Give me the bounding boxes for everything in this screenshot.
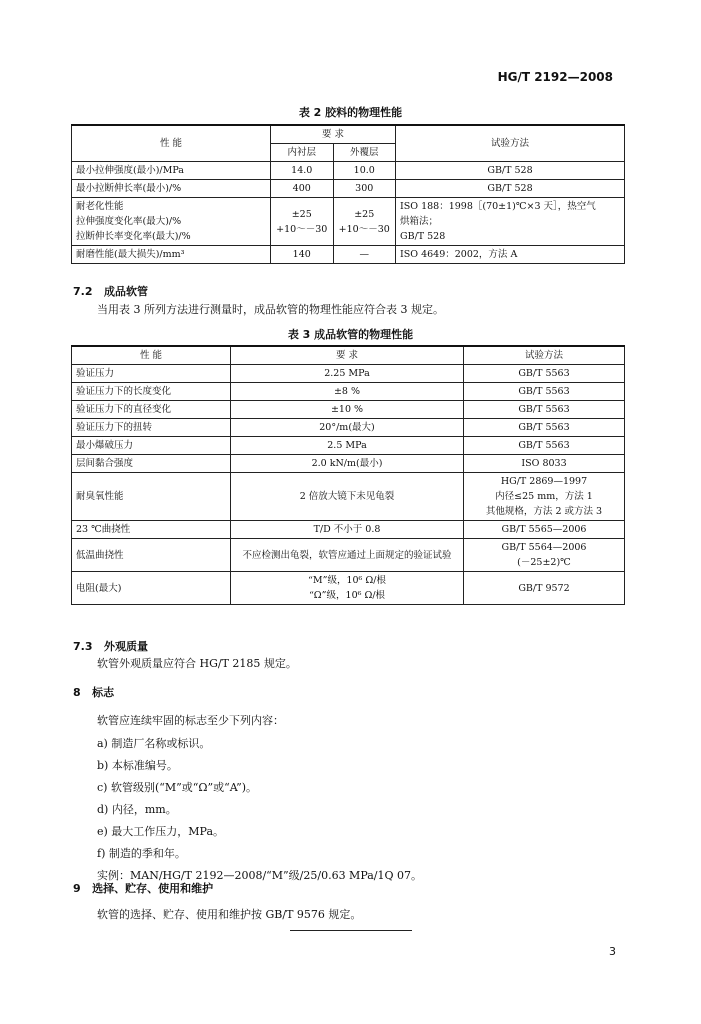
list-item: a) 制造厂名称或标识。 xyxy=(97,737,211,750)
aging-o2: +10～－30 xyxy=(338,223,390,235)
example-text: 实例：MAN/HG/T 2192—2008/“M”级/25/0.63 MPa/1Q 07。 xyxy=(97,869,423,882)
section-number: 7.2 xyxy=(73,285,93,298)
cell: 140 xyxy=(271,246,334,264)
t3-h-property: 性 能 xyxy=(72,346,231,365)
cell: 低温曲挠性 xyxy=(72,539,231,572)
cell: 2.5 MPa xyxy=(231,437,464,455)
section-number: 7.3 xyxy=(73,640,93,653)
cell: 不应检测出龟裂，软管应通过上面规定的验证试验 xyxy=(231,539,464,572)
table-row xyxy=(72,162,625,180)
section-heading xyxy=(73,638,148,654)
cell: 验证压力下的直径变化 xyxy=(72,401,231,419)
cell: 14.0 xyxy=(271,162,334,180)
paragraph: 软管外观质量应符合 HG/T 2185 规定。 xyxy=(97,657,297,670)
cell: GB/T 528 xyxy=(396,180,625,198)
cell: 耐臭氧性能 xyxy=(72,473,231,521)
list-item: d) 内径，mm。 xyxy=(97,803,177,816)
cell: 最小拉断伸长率(最小)/% xyxy=(72,180,271,198)
resist-r2: “Ω”级，10⁶ Ω/根 xyxy=(308,590,386,601)
cell: 电阻(最大) xyxy=(72,572,231,605)
cell: GB/T 5563 xyxy=(464,401,625,419)
cell: 最小爆破压力 xyxy=(72,437,231,455)
ozone-m3: 其他规格，方法 2 或方法 3 xyxy=(485,506,603,517)
cell xyxy=(72,198,271,246)
list-item: b) 本标准编号。 xyxy=(97,759,178,772)
cell: GB/T 5563 xyxy=(464,419,625,437)
aging-i1: ±25 xyxy=(291,208,312,220)
table-row xyxy=(72,419,625,437)
table-row xyxy=(72,539,625,572)
standard-code: HG/T 2192—2008 xyxy=(497,70,613,84)
table-row xyxy=(72,198,625,246)
cell: GB/T 528 xyxy=(396,162,625,180)
cell: 2 倍放大镜下未见龟裂 xyxy=(231,473,464,521)
cell: GB/T 5563 xyxy=(464,383,625,401)
table-row xyxy=(72,521,625,539)
resist-r1: “M”级，10⁶ Ω/根 xyxy=(308,575,386,586)
cell: ±10 % xyxy=(231,401,464,419)
t2-h-property: 性 能 xyxy=(72,125,271,162)
cell: 2.25 MPa xyxy=(231,365,464,383)
cell: 验证压力下的扭转 xyxy=(72,419,231,437)
table-row xyxy=(72,401,625,419)
cell: 最小拉伸强度(最小)/MPa xyxy=(72,162,271,180)
cell xyxy=(464,539,625,572)
cell xyxy=(231,572,464,605)
t2-h-outer: 外覆层 xyxy=(333,144,396,162)
aging-p2: 拉伸强度变化率(最大)/% xyxy=(76,216,182,227)
table-row xyxy=(72,246,625,264)
cell: — xyxy=(333,246,396,264)
t2-h-method: 试验方法 xyxy=(396,125,625,162)
ozone-m2: 内径≤25 mm，方法 1 xyxy=(495,491,593,502)
table2-caption: 表 2 胶料的物理性能 xyxy=(298,106,403,119)
cell: 300 xyxy=(333,180,396,198)
table-row xyxy=(72,437,625,455)
list-item: e) 最大工作压力，MPa。 xyxy=(97,825,225,838)
t3-h-method: 试验方法 xyxy=(464,346,625,365)
divider xyxy=(290,930,412,931)
page-number: 3 xyxy=(609,945,616,958)
paragraph: 软管应连续牢固的标志至少下列内容： xyxy=(97,714,284,727)
aging-m3: GB/T 528 xyxy=(400,231,446,242)
cell: 400 xyxy=(271,180,334,198)
cell: ISO 4649：2002，方法 A xyxy=(396,246,625,264)
cell: 10.0 xyxy=(333,162,396,180)
paragraph: 当用表 3 所列方法进行测量时，成品软管的物理性能应符合表 3 规定。 xyxy=(97,303,444,316)
table2 xyxy=(71,124,625,264)
ozone-m1: HG/T 2869—1997 xyxy=(500,476,588,487)
t3-h-req: 要 求 xyxy=(231,346,464,365)
cell: ±8 % xyxy=(231,383,464,401)
cell: 层间黏合强度 xyxy=(72,455,231,473)
table-row xyxy=(72,455,625,473)
table-row xyxy=(72,180,625,198)
table-row xyxy=(72,572,625,605)
aging-i2: +10～－30 xyxy=(276,223,328,235)
cell: 验证压力 xyxy=(72,365,231,383)
table3 xyxy=(71,345,625,605)
list-item: c) 软管级别(“M”或“Ω”或“A”)。 xyxy=(97,781,257,794)
list-item: f) 制造的季和年。 xyxy=(97,847,186,860)
cell: 耐磨性能(最大损失)/mm³ xyxy=(72,246,271,264)
t2-h-inner: 内衬层 xyxy=(271,144,334,162)
cell xyxy=(464,473,625,521)
cell: GB/T 5563 xyxy=(464,437,625,455)
aging-p3: 拉断伸长率变化率(最大)/% xyxy=(76,231,191,242)
cell: 23 ℃曲挠性 xyxy=(72,521,231,539)
table-row xyxy=(72,473,625,521)
section-heading xyxy=(73,283,148,299)
section-number: 9 xyxy=(73,882,81,895)
lowtemp-m1: GB/T 5564—2006 xyxy=(501,542,587,553)
cell: GB/T 9572 xyxy=(464,572,625,605)
aging-m1: ISO 188：1998［(70±1)℃×3 天］，热空气 xyxy=(400,201,596,212)
cell: T/D 不小于 0.8 xyxy=(231,521,464,539)
section-heading xyxy=(73,684,114,700)
cell: ISO 8033 xyxy=(464,455,625,473)
table-row xyxy=(72,383,625,401)
cell xyxy=(333,198,396,246)
cell xyxy=(271,198,334,246)
lowtemp-m2: (－25±2)℃ xyxy=(517,557,571,568)
paragraph: 软管的选择、贮存、使用和维护按 GB/T 9576 规定。 xyxy=(97,908,362,921)
table-row xyxy=(72,365,625,383)
aging-o1: ±25 xyxy=(354,208,375,220)
cell: GB/T 5563 xyxy=(464,365,625,383)
table3-caption: 表 3 成品软管的物理性能 xyxy=(287,328,414,341)
section-title: 标志 xyxy=(92,686,115,699)
t2-h-req: 要 求 xyxy=(271,125,396,144)
section-title: 选择、贮存、使用和维护 xyxy=(92,882,214,895)
section-title: 成品软管 xyxy=(104,285,148,298)
cell: 验证压力下的长度变化 xyxy=(72,383,231,401)
cell: 2.0 kN/m(最小) xyxy=(231,455,464,473)
aging-m2: 烘箱法； xyxy=(400,216,439,227)
section-title: 外观质量 xyxy=(104,640,148,653)
cell xyxy=(396,198,625,246)
section-heading xyxy=(73,880,213,896)
cell: 20°/m(最大) xyxy=(231,419,464,437)
cell: GB/T 5565—2006 xyxy=(464,521,625,539)
section-number: 8 xyxy=(73,686,81,699)
aging-p1: 耐老化性能 xyxy=(76,201,124,212)
